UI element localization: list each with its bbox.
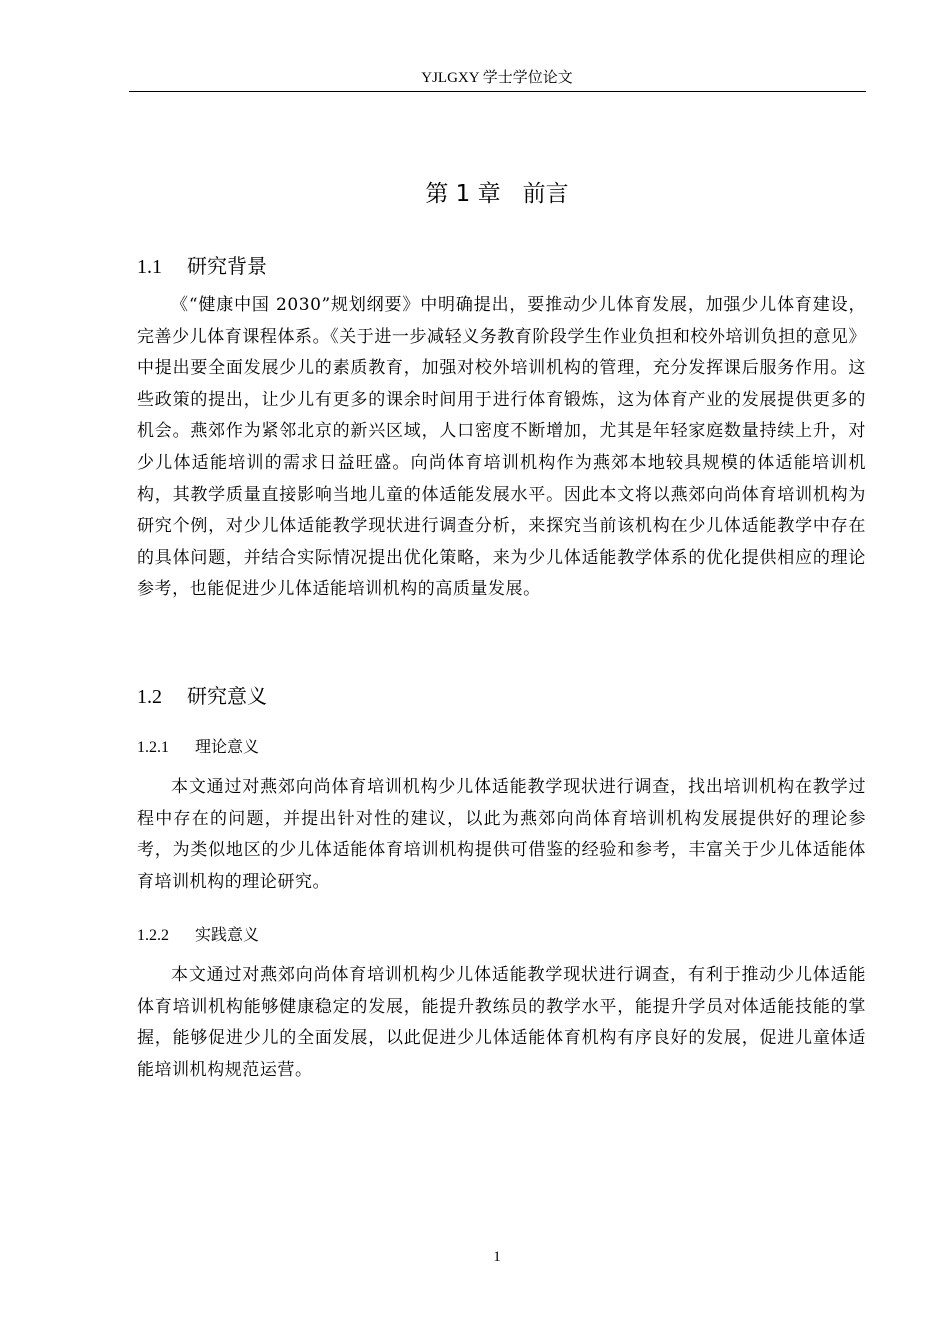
subsection-title: 理论意义 <box>195 737 260 756</box>
paragraph-practical-significance: 本文通过对燕郊向尚体育培训机构少儿体适能教学现状进行调查，有利于推动少儿体适能体育培训机构能够健康稳定的发展，能提升教练员的教学水平，能提升学员对体适能技能的掌握，能够促进少儿的全面发展，以此促进少儿体适能体育机构有序良好的发展，促进儿童体适能培训机构规范运营。 <box>137 965 866 1080</box>
paragraph-research-background: 《“健康中国 2030”规划纲要》中明确提出，要推动少儿体育发展，加强少儿体育建设，完善少儿体育课程体系。《关于进一步减轻义务教育阶段学生作业负担和校外培训负担的意见》中提出要全面发展少儿的素质教育，加强对校外培训机构的管理，充分发挥课后服务作用。这些政策的提出，让少儿有更多的课余时间用于进行体育锻炼，这为体育产业的发展提供更多的机会。燕郊作为紧邻北京的新兴区域，人口密度不断增加，尤其是年轻家庭数量持续上升，对少儿体适能培训的需求日益旺盛。向尚体育培训机构作为燕郊本地较具规模的体适能培训机构，其教学质量直接影响当地儿童的体适能发展水平。因此本文将以燕郊向尚体育培训机构为研究个例，对少儿体适能教学现状进行调查分析，来探究当前该机构在少儿体适能教学中存在的具体问题，并结合实际情况提出优化策略，来为少儿体适能教学体系的优化提供相应的理论参考，也能促进少儿体适能培训机构的高质量发展。 <box>137 295 866 600</box>
section-title: 研究意义 <box>187 684 267 708</box>
subsection-number: 1.2.2 <box>137 927 169 944</box>
section-title: 研究背景 <box>187 254 267 278</box>
page-number: 1 <box>493 1249 501 1265</box>
running-header: YJLGXY 学士学位论文 <box>421 70 573 86</box>
chapter-number: 第 1 章 <box>425 181 501 207</box>
chapter-title <box>129 176 865 212</box>
section-heading-1-2 <box>137 681 267 712</box>
chapter-name: 前言 <box>522 181 569 207</box>
header-divider <box>129 91 866 92</box>
subsection-heading-1-2-2 <box>137 922 259 949</box>
paragraph-theoretical-significance: 本文通过对燕郊向尚体育培训机构少儿体适能教学现状进行调查，找出培训机构在教学过程中存在的问题，并提出针对性的建议，以此为燕郊向尚体育培训机构发展提供好的理论参考，为类似地区的少儿体适能体育培训机构提供可借鉴的经验和参考，丰富关于少儿体适能体育培训机构的理论研究。 <box>137 777 866 892</box>
section-number: 1.2 <box>137 686 162 708</box>
subsection-heading-1-2-1 <box>137 734 259 761</box>
section-heading-1-1 <box>137 251 267 282</box>
subsection-number: 1.2.1 <box>137 739 169 756</box>
section-number: 1.1 <box>137 256 162 278</box>
subsection-title: 实践意义 <box>195 925 260 944</box>
